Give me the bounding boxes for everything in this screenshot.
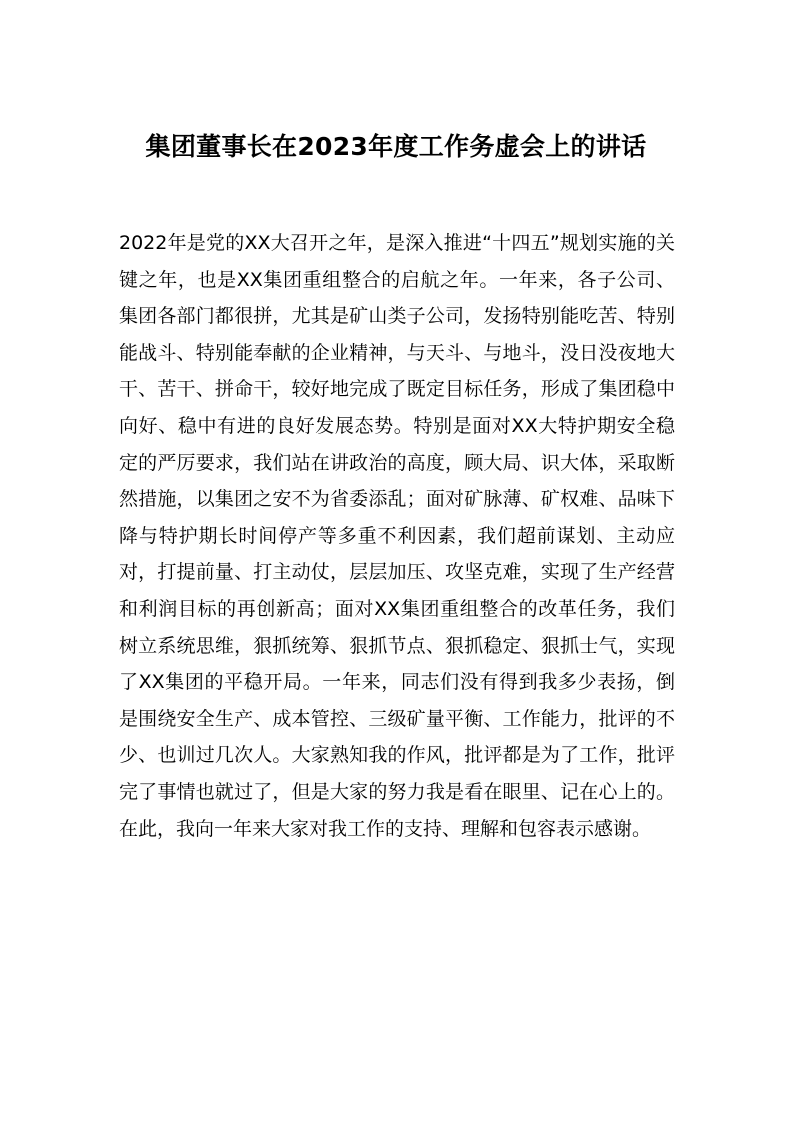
document-title: 集团董事长在2023年度工作务虚会上的讲话 — [145, 132, 647, 161]
body-paragraph: 2022年是党的XX大召开之年，是深入推进“十四五”规划实施的关键之年，也是XX集团重组整合的启航之年。一年来，各子公司、集团各部门都很拼，尤其是矿山类子公司，发扬特别能吃苦、特别能战斗、特别能奉献的企业精神，与天斗、与地斗，没日没夜地大干、苦干、拼命干，较好地完成了既定目标任务，形成了集团稳中向好、稳中有进的良好发展态势。特别是面对XX大特护期安全稳定的严厉要求，我们站在讲政治的高度，顾大局、识大体，采取断然措施，以集团之安不为省委添乱；面对矿脉薄、矿权难、品味下降与特护期长时间停产等多重不利因素，我们超前谋划、主动应对，打提前量、打主动仗，层层加压、攻坚克难，实现了生产经营和利润目标的再创新高；面对XX集团重组整合的改革任务，我们树立系统思维，狠抓统筹、狠抓节点、狠抓稳定、狠抓士气，实现了XX集团的平稳开局。一年来，同志们没有得到我多少表扬，倒是围绕安全生产、成本管控、三级矿量平衡、工作能力，批评的不少、也训过几次人。大家熟知我的作风，批评都是为了工作，批评完了事情也就过了，但是大家的努力我是看在眼里、记在心上的。在此，我向一年来大家对我工作的支持、理解和包容表示感谢。 — [119, 232, 675, 840]
